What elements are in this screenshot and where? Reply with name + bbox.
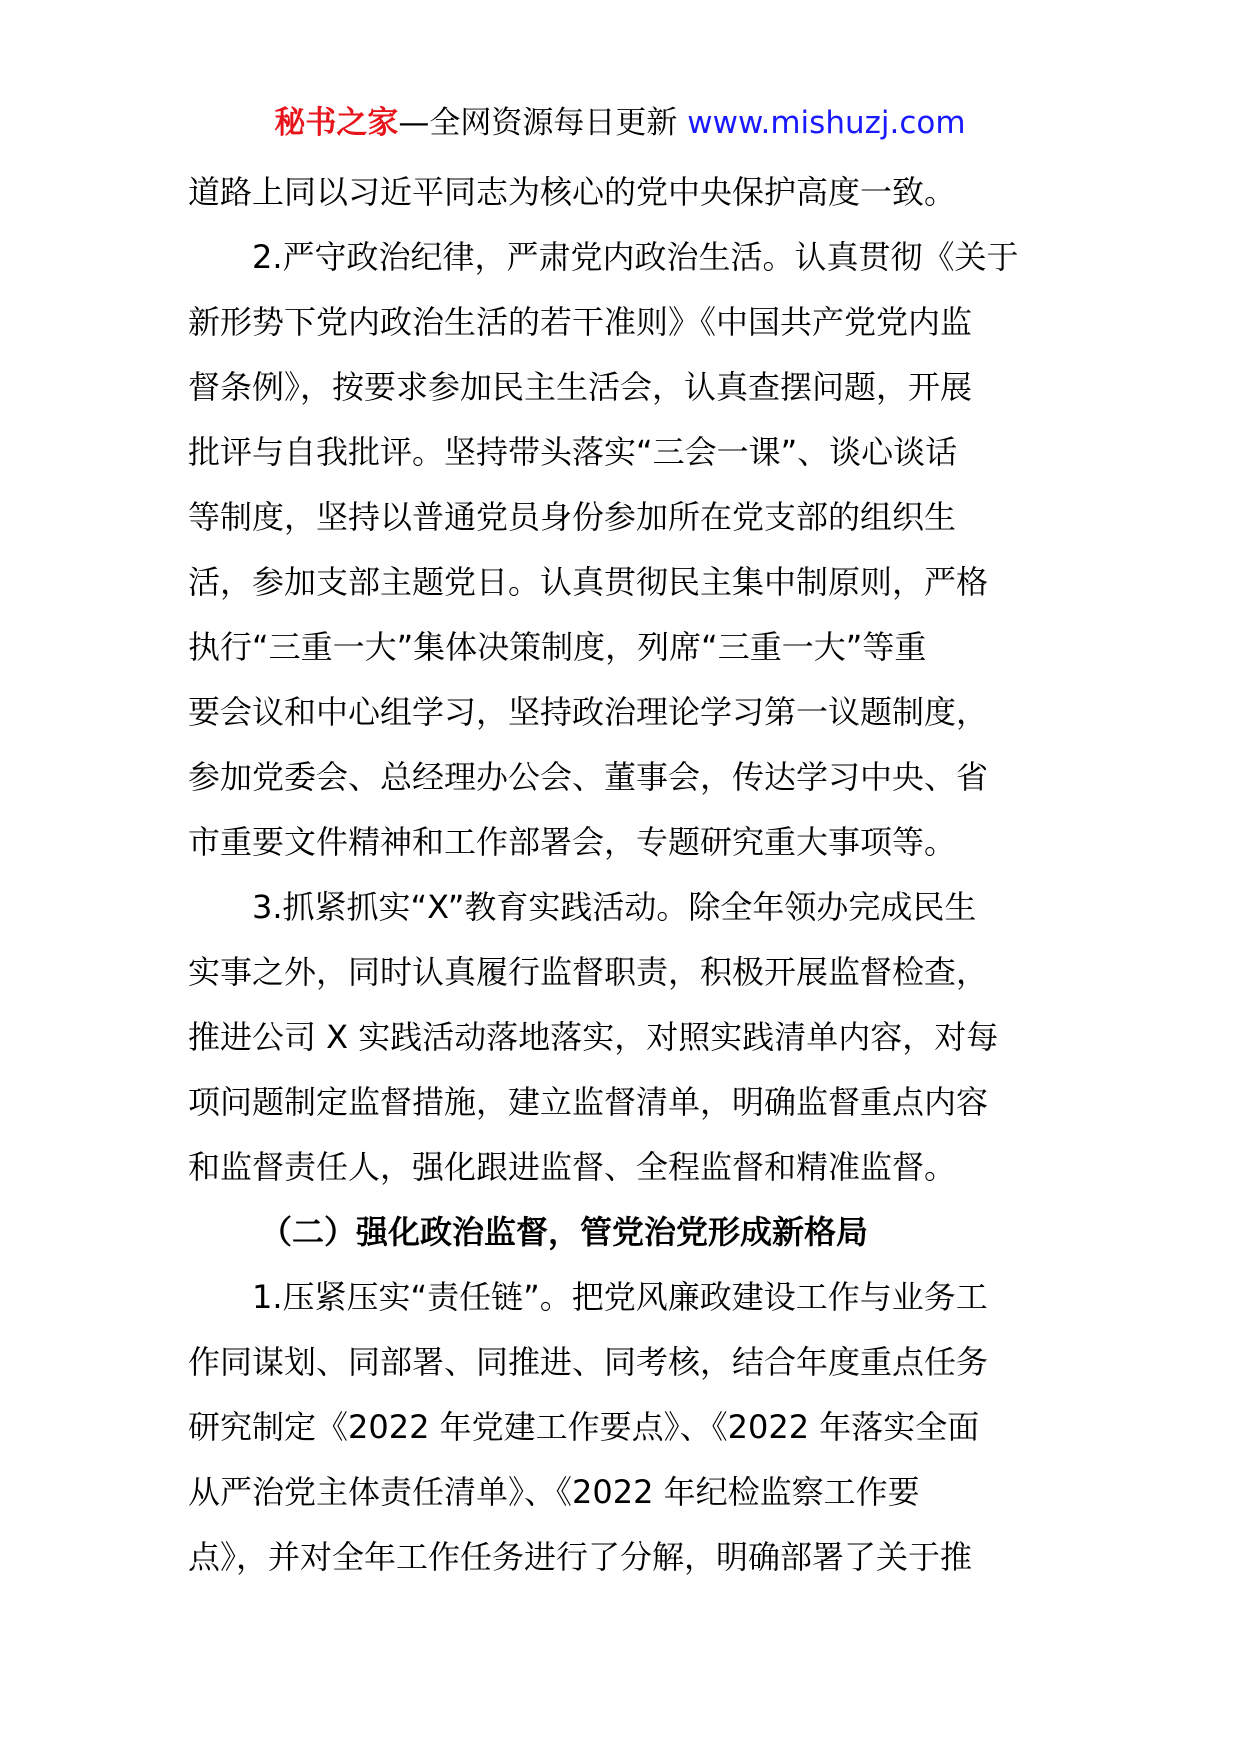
text-line: 研究制定《2022 年党建工作要点》、《2022 年落实全面	[188, 1408, 980, 1446]
text-line: 活，参加支部主题党日。认真贯彻民主集中制原则，严格	[188, 563, 989, 601]
site-url[interactable]: www.mishuzj.com	[687, 105, 966, 141]
text-line: 等制度，坚持以普通党员身份参加所在党支部的组织生	[188, 498, 957, 536]
text-line: 推进公司 X 实践活动落地落实，对照实践清单内容，对每	[188, 1018, 999, 1056]
paragraph-start: 1.压紧压实“责任链”。把党风廉政建设工作与业务工	[252, 1278, 988, 1316]
text-line: 项问题制定监督措施，建立监督清单，明确监督重点内容	[188, 1083, 989, 1121]
text-line: 执行“三重一大”集体决策制度，列席“三重一大”等重	[188, 628, 927, 666]
text-line: 作同谋划、同部署、同推进、同考核，结合年度重点任务	[188, 1343, 989, 1381]
paragraph-start: 2.严守政治纪律，严肃党内政治生活。认真贯彻《关于	[252, 238, 1019, 276]
paragraph-start: 3.抓紧抓实“X”教育实践活动。除全年领办完成民生	[252, 888, 977, 926]
text-line: 督条例》，按要求参加民主生活会，认真查摆问题，开展	[188, 368, 973, 406]
text-line: 点》，并对全年工作任务进行了分解，明确部署了关于推	[188, 1538, 973, 1576]
brand-name: 秘书之家	[274, 105, 399, 141]
document-body	[188, 160, 1053, 1590]
brand-tagline: —全网资源每日更新	[398, 105, 678, 141]
text-line: 道路上同以习近平同志为核心的党中央保护高度一致。	[188, 173, 957, 211]
site-banner	[0, 101, 1240, 145]
text-line: 和监督责任人，强化跟进监督、全程监督和精准监督。	[188, 1148, 957, 1186]
text-line: 新形势下党内政治生活的若干准则》《中国共产党党内监	[188, 303, 973, 341]
text-line: 实事之外，同时认真履行监督职责，积极开展监督检查，	[188, 953, 989, 991]
section-heading: （二）强化政治监督，管党治党形成新格局	[260, 1213, 869, 1251]
text-line: 从严治党主体责任清单》、《2022 年纪检监察工作要	[188, 1473, 920, 1511]
text-line: 批评与自我批评。坚持带头落实“三会一课”、谈心谈话	[188, 433, 958, 471]
text-line: 要会议和中心组学习，坚持政治理论学习第一议题制度，	[188, 693, 989, 731]
text-line: 参加党委会、总经理办公会、董事会，传达学习中央、省	[188, 758, 989, 796]
text-line: 市重要文件精神和工作部署会，专题研究重大事项等。	[188, 823, 957, 861]
